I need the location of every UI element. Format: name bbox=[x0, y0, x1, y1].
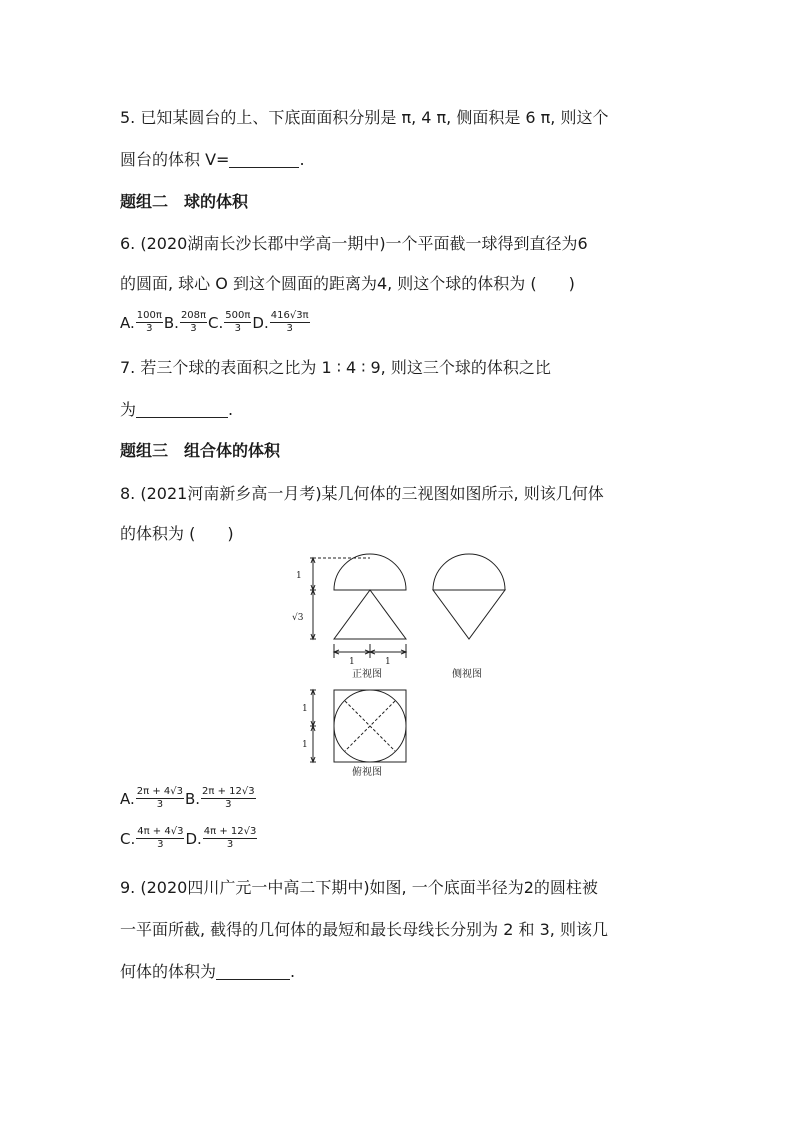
q9-answer-blank bbox=[216, 963, 290, 980]
dim-label-1-top: 1 bbox=[296, 571, 302, 581]
q5-line2-prefix: 圆台的体积 V= bbox=[120, 150, 230, 169]
q5-line1: 5. 已知某圆台的上、下底面面积分别是 π, 4 π, 侧面积是 6 π, 则这个 bbox=[120, 108, 609, 127]
q8-option-b-fraction: $\frac{2\pi + 12√3}{3}$ bbox=[202, 786, 255, 810]
q8-line1: 8. (2021河南新乡高一月考)某几何体的三视图如图所示, 则该几何体 bbox=[120, 484, 604, 503]
q6-option-a-fraction: $\frac{100\pi}{3}$ bbox=[136, 310, 162, 334]
q8-option-a-fraction: $\frac{2\pi + 4√3}{3}$ bbox=[136, 786, 183, 810]
q8-option-c bbox=[120, 826, 185, 851]
side-view-triangle bbox=[433, 590, 505, 639]
q8-option-a bbox=[120, 786, 185, 811]
q7-line1: 7. 若三个球的表面积之比为 1 ∶ 4 ∶ 9, 则这三个球的体积之比 bbox=[120, 358, 551, 377]
q8-option-d bbox=[185, 826, 258, 851]
q6-option-c-fraction: $\frac{500\pi}{3}$ bbox=[225, 310, 251, 334]
dim-label-1-bottom-left: 1 bbox=[349, 657, 355, 667]
q6-option-b bbox=[164, 310, 208, 335]
side-view-semicircle bbox=[433, 554, 505, 590]
q7-line2-suffix: . bbox=[228, 400, 234, 419]
front-view-label: 正视图 bbox=[352, 669, 382, 680]
q6-option-b-fraction: $\frac{208\pi}{3}$ bbox=[180, 310, 207, 334]
group3-heading: 题组三 组合体的体积 bbox=[120, 441, 281, 460]
q6-option-b-label: B. bbox=[163, 313, 179, 332]
side-view-label: 侧视图 bbox=[452, 669, 482, 680]
q9-line1: 9. (2020四川广元一中高二下期中)如图, 一个底面半径为2的圆柱被 bbox=[120, 878, 598, 897]
q8-option-a-label: A. bbox=[120, 789, 135, 808]
dim-label-sqrt3: √3 bbox=[292, 613, 304, 623]
q8-option-d-label: D. bbox=[185, 829, 202, 848]
q6-options bbox=[120, 310, 311, 335]
q8-option-d-fraction: $\frac{4\pi + 12√3}{3}$ bbox=[203, 826, 257, 850]
top-view-label: 俯视图 bbox=[352, 767, 382, 778]
q8-option-c-label: C. bbox=[120, 829, 136, 848]
q6-line2: 的圆面, 球心 O 到这个圆面的距离为4, 则这个球的体积为 ( ) bbox=[120, 274, 575, 293]
q6-option-a-label: A. bbox=[120, 313, 135, 332]
q8-options-row2 bbox=[120, 826, 258, 851]
three-view-figure bbox=[0, 550, 794, 780]
q8-option-b-label: B. bbox=[184, 789, 201, 808]
front-view-triangle bbox=[334, 590, 406, 639]
q6-option-c bbox=[208, 310, 252, 335]
q9-line2: 一平面所截, 截得的几何体的最短和最长母线长分别为 2 和 3, 则该几 bbox=[120, 920, 608, 939]
q8-option-b bbox=[185, 786, 257, 811]
q6-option-d-fraction: $\frac{416√3\pi}{3}$ bbox=[270, 310, 309, 334]
front-view-semicircle bbox=[334, 554, 406, 590]
group2-heading: 题组二 球的体积 bbox=[120, 192, 249, 211]
q6-option-d bbox=[252, 310, 310, 335]
q6-option-d-label: D. bbox=[252, 313, 269, 332]
q6-option-c-label: C. bbox=[208, 313, 224, 332]
q5-line2 bbox=[120, 150, 305, 170]
q8-line2: 的体积为 ( ) bbox=[120, 524, 234, 543]
q5-line2-suffix: . bbox=[299, 150, 305, 169]
q8-option-c-fraction: $\frac{4\pi + 4√3}{3}$ bbox=[137, 826, 184, 850]
q6-option-a bbox=[120, 310, 164, 335]
q7-answer-blank bbox=[136, 401, 228, 418]
q9-line3-prefix: 何体的体积为 bbox=[120, 962, 217, 981]
q8-options-row1 bbox=[120, 786, 257, 811]
q9-line3 bbox=[120, 962, 295, 982]
q9-line3-suffix: . bbox=[290, 962, 296, 981]
q6-line1: 6. (2020湖南长沙长郡中学高一期中)一个平面截一球得到直径为6 bbox=[120, 234, 588, 253]
q7-line2-prefix: 为 bbox=[120, 400, 137, 419]
q7-line2 bbox=[120, 400, 233, 420]
dim-label-1-top-view-lower: 1 bbox=[302, 740, 308, 750]
q5-answer-blank bbox=[229, 151, 299, 168]
dim-label-1-bottom-right: 1 bbox=[385, 657, 391, 667]
dim-label-1-top-view-upper: 1 bbox=[302, 704, 308, 714]
